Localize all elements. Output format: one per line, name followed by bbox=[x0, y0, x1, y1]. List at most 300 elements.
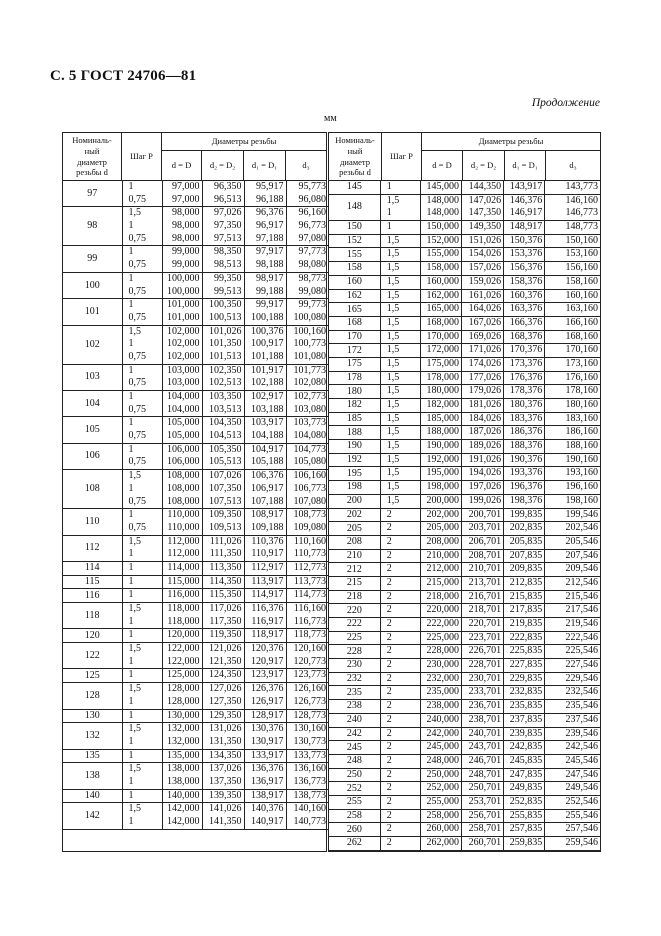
d-cell bbox=[420, 549, 461, 563]
d2-cell bbox=[461, 837, 503, 851]
d1-value: 217,835 bbox=[509, 604, 543, 616]
d2-value: 139,350 bbox=[209, 789, 242, 801]
d1-cell bbox=[244, 443, 286, 469]
step-value: 1,5 bbox=[128, 763, 141, 775]
d2-value: 220,701 bbox=[468, 618, 502, 629]
table-row bbox=[329, 181, 600, 194]
d2-cell bbox=[461, 467, 503, 481]
d2-cell bbox=[461, 782, 503, 796]
table-row bbox=[63, 509, 328, 535]
d2-value: 100,513 bbox=[209, 311, 242, 323]
d3-value: 146,160 bbox=[565, 194, 599, 206]
d-value: 145,000 bbox=[426, 181, 459, 192]
d1-cell bbox=[504, 631, 545, 645]
nominal-diameter-cell: 255 bbox=[329, 795, 380, 809]
d-cell bbox=[420, 604, 461, 618]
d2-value: 99,513 bbox=[214, 285, 242, 297]
d2-cell bbox=[461, 686, 503, 700]
d1-cell bbox=[504, 494, 545, 508]
d3-cell bbox=[545, 344, 600, 358]
d1-value: 239,835 bbox=[509, 727, 543, 739]
d-value: 97,000 bbox=[172, 181, 200, 192]
step-cell bbox=[380, 809, 420, 823]
step-value: 1,5 bbox=[128, 723, 141, 735]
d3-cell bbox=[286, 443, 328, 469]
nominal-diameter-cell: 260 bbox=[329, 823, 380, 837]
d1-value: 108,917 bbox=[251, 509, 284, 521]
d3-cell bbox=[286, 749, 328, 763]
d3-value: 235,546 bbox=[565, 700, 599, 712]
step-value: 1 bbox=[128, 482, 134, 494]
d1-value: 227,835 bbox=[509, 659, 543, 671]
d2-cell bbox=[461, 289, 503, 303]
d2-cell bbox=[461, 823, 503, 837]
step-cell bbox=[380, 494, 420, 508]
d-cell bbox=[420, 618, 461, 632]
d2-value: 228,701 bbox=[468, 659, 502, 671]
d2-value: 250,701 bbox=[468, 782, 502, 794]
step-value: 0,75 bbox=[128, 193, 146, 205]
d2-value: 223,701 bbox=[468, 631, 502, 643]
d2-value: 159,026 bbox=[468, 275, 502, 287]
d3-value: 239,546 bbox=[565, 727, 599, 739]
d3-value: 163,160 bbox=[565, 303, 599, 315]
step-cell bbox=[122, 535, 162, 561]
d1-value: 116,376 bbox=[251, 603, 284, 614]
step-value: 1 bbox=[128, 615, 134, 627]
d3-cell bbox=[286, 364, 328, 390]
nominal-diameter-cell: 155 bbox=[329, 248, 380, 262]
step-value: 1,5 bbox=[386, 289, 400, 301]
d1-cell bbox=[504, 535, 545, 549]
nominal-diameter-cell: 242 bbox=[329, 727, 380, 741]
d3-cell bbox=[545, 275, 600, 289]
d-value: 128,000 bbox=[167, 695, 200, 707]
d-value: 245,000 bbox=[426, 741, 459, 753]
step-value: 2 bbox=[386, 645, 392, 657]
d2-cell bbox=[202, 749, 244, 763]
step-value: 1,5 bbox=[128, 683, 141, 695]
d2-cell bbox=[202, 803, 244, 829]
d2-value: 256,701 bbox=[468, 809, 502, 821]
d1-value: 215,835 bbox=[509, 590, 543, 602]
step-value: 2 bbox=[386, 809, 392, 821]
d3-cell bbox=[545, 357, 600, 371]
nominal-diameter-cell: 180 bbox=[329, 385, 380, 399]
step-value: 1,5 bbox=[128, 470, 141, 482]
nominal-diameter-cell: 215 bbox=[329, 576, 380, 590]
nominal-diameter-cell: 120 bbox=[63, 629, 122, 643]
nominal-diameter-cell: 210 bbox=[329, 549, 380, 563]
d-cell bbox=[420, 741, 461, 755]
d1-cell bbox=[504, 823, 545, 837]
d-cell bbox=[420, 194, 461, 220]
d2-cell bbox=[461, 399, 503, 413]
d1-value: 156,376 bbox=[509, 262, 543, 274]
d2-value: 100,350 bbox=[209, 299, 242, 311]
step-value: 1,5 bbox=[386, 344, 400, 356]
d1-value: 97,917 bbox=[256, 246, 284, 258]
d1-value: 205,835 bbox=[509, 535, 543, 547]
header-nominal-right: Номиналь- ный диаметр резьбы d bbox=[328, 133, 382, 181]
d-cell bbox=[420, 453, 461, 467]
d-value: 220,000 bbox=[426, 604, 459, 616]
d1-value: 98,188 bbox=[256, 259, 284, 271]
d2-cell bbox=[461, 576, 503, 590]
d2-value: 117,350 bbox=[209, 615, 242, 627]
d3-value: 209,546 bbox=[565, 563, 599, 575]
d3-value: 143,773 bbox=[565, 181, 599, 192]
d1-value: 178,376 bbox=[509, 385, 543, 397]
d1-cell bbox=[504, 645, 545, 659]
nominal-diameter-cell: 208 bbox=[329, 535, 380, 549]
step-value: 1 bbox=[128, 548, 134, 560]
d1-cell bbox=[504, 481, 545, 495]
d1-cell bbox=[504, 330, 545, 344]
d2-value: 96,350 bbox=[214, 181, 242, 192]
nominal-diameter-cell: 98 bbox=[63, 207, 122, 246]
d-value: 165,000 bbox=[426, 303, 459, 315]
step-value: 0,75 bbox=[128, 456, 146, 468]
step-cell bbox=[380, 262, 420, 276]
table-row bbox=[329, 385, 600, 399]
step-value: 1,5 bbox=[386, 248, 400, 260]
d2-cell bbox=[461, 727, 503, 741]
d-value: 180,000 bbox=[426, 385, 459, 397]
d-value: 118,000 bbox=[167, 603, 200, 614]
d3-value: 138,773 bbox=[293, 789, 326, 801]
d-value: 140,000 bbox=[167, 789, 200, 801]
nominal-diameter-cell: 238 bbox=[329, 700, 380, 714]
d-cell bbox=[162, 181, 202, 207]
d2-value: 97,350 bbox=[214, 220, 242, 232]
left-rows-table bbox=[63, 181, 328, 830]
header-nominal-left: Номиналь- ный диаметр резьбы d bbox=[63, 133, 122, 181]
step-cell bbox=[380, 549, 420, 563]
table-row bbox=[329, 659, 600, 673]
d-cell bbox=[420, 399, 461, 413]
d2-cell bbox=[461, 330, 503, 344]
d2-cell bbox=[461, 440, 503, 454]
d3-cell bbox=[545, 809, 600, 823]
d1-value: 136,376 bbox=[251, 763, 284, 775]
d2-cell bbox=[202, 443, 244, 469]
step-cell bbox=[122, 603, 162, 629]
d2-cell bbox=[202, 299, 244, 325]
table-row bbox=[329, 727, 600, 741]
d-cell bbox=[420, 440, 461, 454]
d1-value: 102,188 bbox=[251, 377, 284, 389]
d3-value: 232,546 bbox=[565, 686, 599, 698]
table-row bbox=[329, 576, 600, 590]
nominal-diameter-cell: 140 bbox=[63, 789, 122, 803]
step-cell bbox=[122, 246, 162, 272]
d-value: 120,000 bbox=[167, 629, 200, 641]
d3-value: 106,773 bbox=[293, 482, 326, 494]
header-d2-left: d₂ = D₂ bbox=[202, 151, 244, 181]
d-value: 100,000 bbox=[167, 272, 200, 284]
table-row bbox=[329, 549, 600, 563]
d-value: 116,000 bbox=[167, 589, 200, 601]
d1-cell bbox=[244, 364, 286, 390]
step-cell bbox=[122, 643, 162, 669]
step-value: 0,75 bbox=[128, 495, 146, 507]
nominal-diameter-cell: 245 bbox=[329, 741, 380, 755]
nominal-diameter-cell: 103 bbox=[63, 364, 122, 390]
d3-value: 229,546 bbox=[565, 672, 599, 684]
d2-value: 105,513 bbox=[209, 456, 242, 468]
d2-value: 258,701 bbox=[468, 823, 502, 835]
table-row bbox=[63, 181, 328, 207]
d1-value: 128,917 bbox=[251, 709, 284, 721]
step-value: 0,75 bbox=[128, 430, 146, 442]
d2-cell bbox=[461, 303, 503, 317]
d-value: 135,000 bbox=[167, 749, 200, 761]
nominal-diameter-cell: 102 bbox=[63, 325, 122, 364]
step-value: 1 bbox=[128, 364, 134, 376]
d3-value: 102,080 bbox=[293, 377, 326, 389]
d3-value: 97,773 bbox=[298, 246, 326, 258]
d-value: 195,000 bbox=[426, 467, 459, 479]
step-cell bbox=[380, 275, 420, 289]
nominal-diameter-cell: 240 bbox=[329, 713, 380, 727]
d3-value: 106,160 bbox=[293, 470, 326, 482]
d-cell bbox=[420, 576, 461, 590]
nominal-diameter-cell: 182 bbox=[329, 399, 380, 413]
step-value: 2 bbox=[386, 576, 392, 588]
d1-cell bbox=[504, 303, 545, 317]
d-cell bbox=[420, 754, 461, 768]
step-cell bbox=[380, 344, 420, 358]
d-value: 106,000 bbox=[167, 456, 200, 468]
nominal-diameter-cell: 190 bbox=[329, 440, 380, 454]
d-value: 104,000 bbox=[167, 391, 200, 402]
step-cell bbox=[380, 686, 420, 700]
d3-value: 133,773 bbox=[293, 749, 326, 761]
d2-value: 213,701 bbox=[468, 576, 502, 588]
d2-value: 248,701 bbox=[468, 768, 502, 780]
d-cell bbox=[420, 248, 461, 262]
d2-cell bbox=[461, 275, 503, 289]
table-row bbox=[329, 563, 600, 577]
step-cell bbox=[122, 789, 162, 803]
d3-value: 130,160 bbox=[293, 723, 326, 735]
step-cell bbox=[122, 669, 162, 683]
d-value: 175,000 bbox=[426, 357, 459, 369]
step-value: 1,5 bbox=[386, 494, 400, 506]
d-cell bbox=[420, 371, 461, 385]
d3-cell bbox=[545, 700, 600, 714]
d-cell bbox=[162, 561, 202, 575]
step-cell bbox=[380, 412, 420, 426]
table-row bbox=[329, 768, 600, 782]
d-value: 252,000 bbox=[426, 782, 459, 794]
d1-cell bbox=[504, 508, 545, 522]
d2-value: 97,513 bbox=[214, 232, 242, 244]
d2-value: 216,701 bbox=[468, 590, 502, 602]
d2-cell bbox=[202, 589, 244, 603]
d1-value: 114,917 bbox=[251, 589, 284, 601]
d3-value: 212,546 bbox=[565, 576, 599, 588]
d-cell bbox=[420, 494, 461, 508]
d3-value: 252,546 bbox=[565, 795, 599, 807]
d1-cell bbox=[504, 248, 545, 262]
nominal-diameter-cell: 185 bbox=[329, 412, 380, 426]
d3-cell bbox=[286, 207, 328, 246]
d-value: 128,000 bbox=[167, 683, 200, 695]
d1-cell bbox=[504, 181, 545, 194]
d1-cell bbox=[244, 749, 286, 763]
d3-cell bbox=[545, 672, 600, 686]
d2-cell bbox=[202, 325, 244, 364]
step-value: 1,5 bbox=[386, 357, 400, 369]
d-value: 102,000 bbox=[167, 325, 200, 337]
nominal-diameter-cell: 202 bbox=[329, 508, 380, 522]
step-value: 1,5 bbox=[386, 303, 400, 315]
d3-value: 110,773 bbox=[293, 548, 326, 560]
d1-cell bbox=[504, 371, 545, 385]
d-value: 150,000 bbox=[426, 221, 459, 233]
d2-cell bbox=[461, 604, 503, 618]
d2-value: 144,350 bbox=[468, 181, 502, 192]
table-row bbox=[63, 763, 328, 789]
d3-cell bbox=[545, 316, 600, 330]
d3-cell bbox=[286, 643, 328, 669]
d-value: 188,000 bbox=[426, 426, 459, 438]
nominal-diameter-cell: 145 bbox=[329, 181, 380, 194]
step-value: 2 bbox=[386, 795, 392, 807]
nominal-diameter-cell: 101 bbox=[63, 299, 122, 325]
d-cell bbox=[162, 763, 202, 789]
d3-value: 247,546 bbox=[565, 768, 599, 780]
d-cell bbox=[162, 535, 202, 561]
d-cell bbox=[162, 749, 202, 763]
step-value: 1,5 bbox=[386, 481, 400, 493]
d1-value: 99,917 bbox=[256, 299, 284, 311]
d3-cell bbox=[286, 417, 328, 443]
d3-value: 95,773 bbox=[298, 181, 326, 192]
table-row bbox=[63, 325, 328, 364]
d-value: 99,000 bbox=[172, 259, 200, 271]
d3-value: 97,080 bbox=[298, 232, 326, 244]
d2-value: 107,513 bbox=[209, 495, 242, 507]
d-cell bbox=[420, 823, 461, 837]
d-cell bbox=[162, 709, 202, 723]
units-label: мм bbox=[324, 113, 337, 124]
d3-cell bbox=[286, 299, 328, 325]
d1-value: 176,376 bbox=[509, 371, 543, 383]
d3-value: 100,773 bbox=[293, 338, 326, 350]
table-row bbox=[63, 575, 328, 589]
step-value: 1,5 bbox=[386, 467, 400, 479]
d3-value: 110,160 bbox=[293, 535, 326, 547]
step-value: 1 bbox=[128, 561, 134, 573]
d-cell bbox=[162, 417, 202, 443]
step-cell bbox=[380, 399, 420, 413]
d3-value: 242,546 bbox=[565, 741, 599, 753]
step-cell bbox=[380, 289, 420, 303]
step-value: 1,5 bbox=[128, 207, 141, 219]
d1-value: 146,376 bbox=[509, 194, 543, 206]
d2-cell bbox=[461, 357, 503, 371]
step-value: 1 bbox=[128, 338, 134, 350]
continuation-label: Продолжение bbox=[531, 97, 600, 109]
d3-value: 217,546 bbox=[565, 604, 599, 616]
d3-value: 118,773 bbox=[293, 629, 326, 641]
d2-value: 101,026 bbox=[209, 325, 242, 337]
d1-value: 173,376 bbox=[509, 357, 543, 369]
d3-cell bbox=[286, 561, 328, 575]
step-value: 1 bbox=[128, 695, 134, 707]
d1-value: 99,188 bbox=[256, 285, 284, 297]
nominal-diameter-cell: 162 bbox=[329, 289, 380, 303]
header-diameters-right: Диаметры резьбы bbox=[422, 133, 601, 151]
nominal-diameter-cell: 252 bbox=[329, 782, 380, 796]
step-value: 2 bbox=[386, 522, 392, 534]
d2-value: 230,701 bbox=[468, 672, 502, 684]
d1-value: 259,835 bbox=[509, 837, 543, 848]
d3-value: 99,080 bbox=[298, 285, 326, 297]
d3-value: 193,160 bbox=[565, 467, 599, 479]
step-cell bbox=[380, 221, 420, 235]
d1-value: 133,917 bbox=[251, 749, 284, 761]
d-cell bbox=[420, 809, 461, 823]
step-cell bbox=[380, 248, 420, 262]
d1-value: 150,376 bbox=[509, 234, 543, 246]
d1-cell bbox=[504, 604, 545, 618]
step-value: 1,5 bbox=[128, 325, 141, 337]
d3-value: 140,773 bbox=[293, 816, 326, 827]
d1-cell bbox=[244, 683, 286, 709]
d2-value: 260,701 bbox=[468, 837, 502, 848]
d-cell bbox=[420, 659, 461, 673]
d-cell bbox=[420, 316, 461, 330]
d1-value: 245,835 bbox=[509, 754, 543, 766]
d-value: 98,000 bbox=[172, 207, 200, 219]
d3-value: 222,546 bbox=[565, 631, 599, 643]
table-row bbox=[63, 629, 328, 643]
d1-cell bbox=[244, 470, 286, 509]
d2-cell bbox=[461, 563, 503, 577]
d2-value: 131,350 bbox=[209, 735, 242, 747]
d-cell bbox=[420, 672, 461, 686]
step-value: 0,75 bbox=[128, 311, 146, 323]
header-d3-right: d₃ bbox=[546, 151, 601, 181]
d2-cell bbox=[461, 316, 503, 330]
d2-value: 98,513 bbox=[214, 259, 242, 271]
d1-cell bbox=[244, 417, 286, 443]
d3-value: 96,160 bbox=[298, 207, 326, 219]
d-value: 228,000 bbox=[426, 645, 459, 657]
step-cell bbox=[380, 563, 420, 577]
d2-cell bbox=[202, 789, 244, 803]
d2-value: 141,350 bbox=[209, 816, 242, 827]
d-value: 108,000 bbox=[167, 495, 200, 507]
d-cell bbox=[420, 508, 461, 522]
step-cell bbox=[380, 782, 420, 796]
d2-cell bbox=[461, 494, 503, 508]
nominal-diameter-cell: 225 bbox=[329, 631, 380, 645]
d1-cell bbox=[244, 709, 286, 723]
d3-value: 100,080 bbox=[293, 311, 326, 323]
d2-value: 104,513 bbox=[209, 430, 242, 442]
d2-value: 226,701 bbox=[468, 645, 502, 657]
d2-value: 154,026 bbox=[468, 248, 502, 260]
step-cell bbox=[380, 754, 420, 768]
d1-cell bbox=[244, 643, 286, 669]
d3-cell bbox=[545, 768, 600, 782]
d-value: 122,000 bbox=[167, 643, 200, 655]
